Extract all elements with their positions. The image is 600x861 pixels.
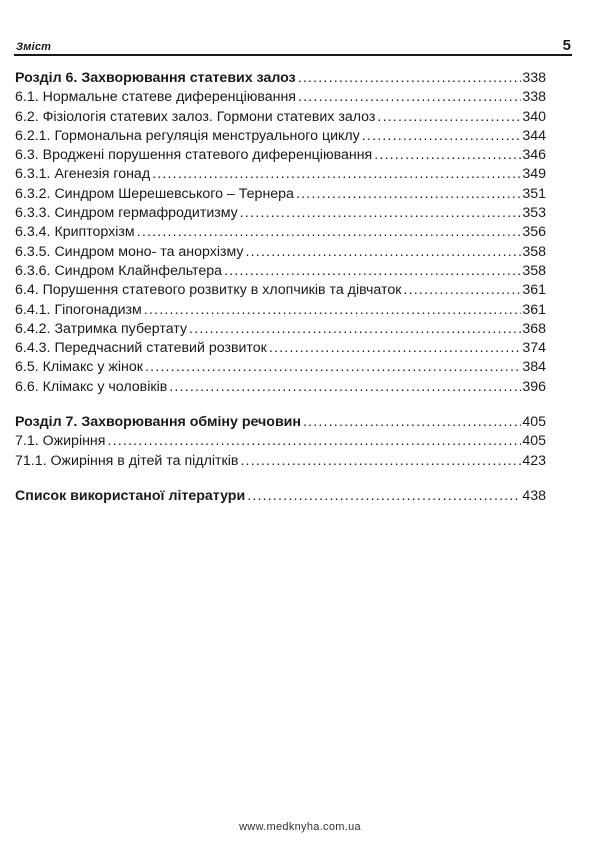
toc-entry-page: 353 <box>522 205 546 222</box>
toc-entry[interactable] <box>15 432 546 451</box>
dot-leader <box>246 243 522 262</box>
toc-entry-page: 340 <box>522 108 546 125</box>
toc-entry[interactable] <box>15 452 546 471</box>
toc-entry-title: 71.1. Ожиріння в дітей та підлітків <box>15 452 239 469</box>
dot-leader <box>240 204 522 223</box>
dot-leader <box>269 339 521 358</box>
toc-group <box>15 413 546 471</box>
toc-chapter-entry[interactable] <box>15 413 546 432</box>
toc-entry-title: Розділ 6. Захворювання статевих залоз <box>15 70 296 86</box>
toc-entry[interactable] <box>15 223 546 242</box>
toc-entry-title: 6.3.2. Синдром Шерешевського – Тернера <box>15 185 294 202</box>
toc-entry-page: 356 <box>522 224 546 241</box>
toc-entry-page: 368 <box>522 320 546 337</box>
dot-leader <box>303 413 521 432</box>
dot-leader <box>224 262 521 281</box>
toc-entry[interactable] <box>15 108 546 127</box>
toc-entry-title: 6.2.1. Гормональна регуляція менструального циклу <box>15 127 360 144</box>
toc-entry-title: 6.2. Фізіологія статевих залоз. Гормони статевих залоз <box>15 108 376 125</box>
toc-entry-page: 405 <box>522 414 546 431</box>
toc-entry-title: 6.4.2. Затримка пубертату <box>15 320 188 337</box>
toc-entry-page: 338 <box>522 70 546 86</box>
toc-chapter-entry[interactable] <box>15 69 546 88</box>
toc-entry-title: 6.3. Вроджені порушення статевого диференціювання <box>15 147 373 164</box>
toc-group <box>15 487 546 506</box>
dot-leader <box>377 108 521 127</box>
toc-entry-title: 6.3.6. Синдром Клайнфельтера <box>15 262 223 279</box>
running-header-title: Зміст <box>16 41 52 53</box>
toc-entry-page: 405 <box>522 433 546 450</box>
toc-chapter-entry[interactable] <box>15 487 546 506</box>
toc-entry[interactable] <box>15 146 546 165</box>
dot-leader <box>169 378 521 397</box>
table-of-contents <box>15 69 546 506</box>
dot-leader <box>152 165 521 184</box>
toc-entry[interactable] <box>15 339 546 358</box>
dot-leader <box>296 185 521 204</box>
footer-url: www.medknyha.com.ua <box>239 821 361 833</box>
toc-entry[interactable] <box>15 320 546 339</box>
dot-leader <box>362 127 522 146</box>
dot-leader <box>144 301 522 320</box>
dot-leader <box>137 223 522 242</box>
toc-entry[interactable] <box>15 378 546 397</box>
toc-entry-page: 344 <box>522 127 546 144</box>
toc-entry-page: 374 <box>522 340 546 357</box>
toc-entry[interactable] <box>15 185 546 204</box>
toc-entry-page: 361 <box>522 282 546 299</box>
dot-leader <box>403 281 521 300</box>
toc-entry-page: 346 <box>522 147 546 164</box>
dot-leader <box>298 69 522 88</box>
toc-entry-title: 6.3.4. Крипторхізм <box>15 224 135 241</box>
toc-entry-page: 438 <box>522 487 546 504</box>
toc-entry[interactable] <box>15 204 546 223</box>
toc-entry[interactable] <box>15 127 546 146</box>
dot-leader <box>298 88 521 107</box>
toc-entry[interactable] <box>15 281 546 300</box>
toc-entry-title: 6.3.5. Синдром моно- та анорхізму <box>15 243 244 260</box>
toc-entry-page: 358 <box>522 262 546 279</box>
toc-entry-page: 361 <box>522 301 546 318</box>
page-number: 5 <box>562 37 571 54</box>
toc-entry-title: Список використаної літератури <box>15 487 246 504</box>
toc-entry-title: 6.4. Порушення статевого розвитку в хлопчиків та дівчаток <box>15 282 402 299</box>
toc-entry-page: 384 <box>522 359 546 376</box>
toc-entry-title: 6.3.1. Агенезія гонад <box>15 166 151 183</box>
page-header <box>14 36 572 56</box>
toc-entry[interactable] <box>15 165 546 184</box>
toc-entry-page: 358 <box>522 243 546 260</box>
toc-entry-title: 6.3.3. Синдром гермафродитизму <box>15 205 238 222</box>
toc-entry-page: 338 <box>522 89 546 106</box>
dot-leader <box>240 452 521 471</box>
toc-entry-title: 6.4.3. Передчасний статевий розвиток <box>15 340 267 357</box>
toc-entry-title: Розділ 7. Захворювання обміну речовин <box>15 414 301 431</box>
toc-entry-title: 6.4.1. Гіпогонадизм <box>15 301 142 318</box>
toc-entry-page: 349 <box>522 166 546 183</box>
dot-leader <box>145 358 521 377</box>
toc-entry-title: 6.5. Клімакс у жінок <box>15 359 143 376</box>
toc-entry[interactable] <box>15 358 546 377</box>
toc-entry-page: 423 <box>522 452 546 469</box>
toc-entry[interactable] <box>15 88 546 107</box>
toc-entry-title: 7.1. Ожиріння <box>15 433 106 450</box>
toc-entry-page: 351 <box>522 185 546 202</box>
dot-leader <box>374 146 521 165</box>
toc-entry[interactable] <box>15 262 546 281</box>
toc-entry-title: 6.6. Клімакс у чоловіків <box>15 378 168 395</box>
toc-group <box>15 69 546 397</box>
dot-leader <box>247 487 521 506</box>
dot-leader <box>107 432 521 451</box>
toc-entry[interactable] <box>15 243 546 262</box>
toc-entry-page: 396 <box>522 378 546 395</box>
toc-entry[interactable] <box>15 301 546 320</box>
dot-leader <box>189 320 521 339</box>
toc-entry-title: 6.1. Нормальне статеве диференціювання <box>15 89 296 106</box>
